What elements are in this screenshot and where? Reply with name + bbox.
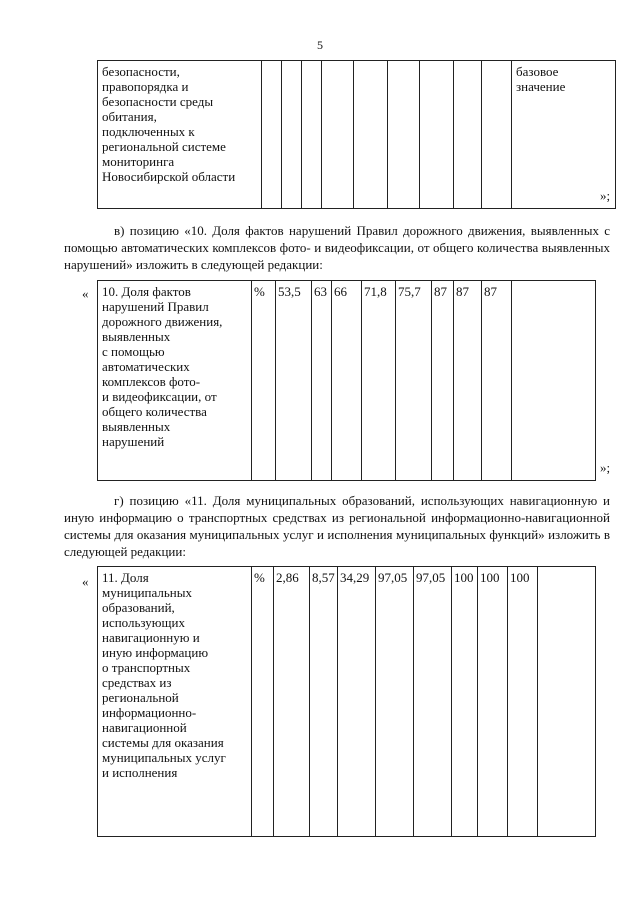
table-cell [454,61,482,209]
table-navigation-info [97,566,596,837]
value-cell: 34,29 [338,567,376,837]
value-cell: 87 [432,281,454,481]
paragraph-v [64,222,610,273]
value-cell: 2,86 [274,567,310,837]
table-cell [282,61,302,209]
value-cell: 75,7 [396,281,432,481]
table-cell [420,61,454,209]
table-cell [262,61,282,209]
page-number: 5 [317,38,323,52]
opening-quote: « [82,574,89,589]
value-cell: 63 [312,281,332,481]
closing-quote: »; [600,460,611,475]
indicator-name-cell: безопасности, правопорядка и безопасности среды обитания, подключенных к региональной системе мониторинга Новосибирской области [98,61,262,209]
table-traffic-violations [97,280,596,481]
table-cell [512,281,596,481]
value-cell: 97,05 [376,567,414,837]
value-cell: 87 [454,281,482,481]
value-cell: 100 [478,567,508,837]
value-cell: 8,57 [310,567,338,837]
value-cell: 100 [508,567,538,837]
table-cell [322,61,354,209]
indicator-name-cell: 10. Доля фактов нарушений Правил дорожного движения, выявленных с помощью автоматических комплексов фото- и видеофиксации, от общего количества выявленных нарушений [98,281,252,481]
table-cell [388,61,420,209]
indicator-name-cell: 11. Доля муниципальных образований, использующих навигационную и иную информацию о транспортных средствах из региональной информационно- навигационной системы для оказания муниципальных услуг и исполнения [98,567,252,837]
value-cell: 66 [332,281,362,481]
value-cell: 53,5 [276,281,312,481]
table-cell [538,567,596,837]
table-cell [482,61,512,209]
value-cell: 97,05 [414,567,452,837]
value-cell: 100 [452,567,478,837]
value-cell: 87 [482,281,512,481]
paragraph-v-text: в) позицию «10. Доля фактов нарушений Правил дорожного движения, выявленных с помощью автоматических комплексов фото- и видеофиксации, от общего количества выявленных нарушений» изложить в следующей редакции: [64,223,610,272]
unit-cell: % [252,281,276,481]
note-cell: базовое значение [512,61,616,209]
unit-cell: % [252,567,274,837]
table-security-systems [97,60,616,209]
value-cell: 71,8 [362,281,396,481]
closing-quote: »; [600,188,611,203]
table-cell [354,61,388,209]
paragraph-g-text: г) позицию «11. Доля муниципальных образований, использующих навигационную и иную информацию о транспортных средствах из региональной информационно-навигационной системы для оказания муниципальных услуг и исполнения муниципальных функций» изложить в следующей редакции: [64,493,610,559]
paragraph-g [64,492,610,560]
table-cell [302,61,322,209]
opening-quote: « [82,286,89,301]
